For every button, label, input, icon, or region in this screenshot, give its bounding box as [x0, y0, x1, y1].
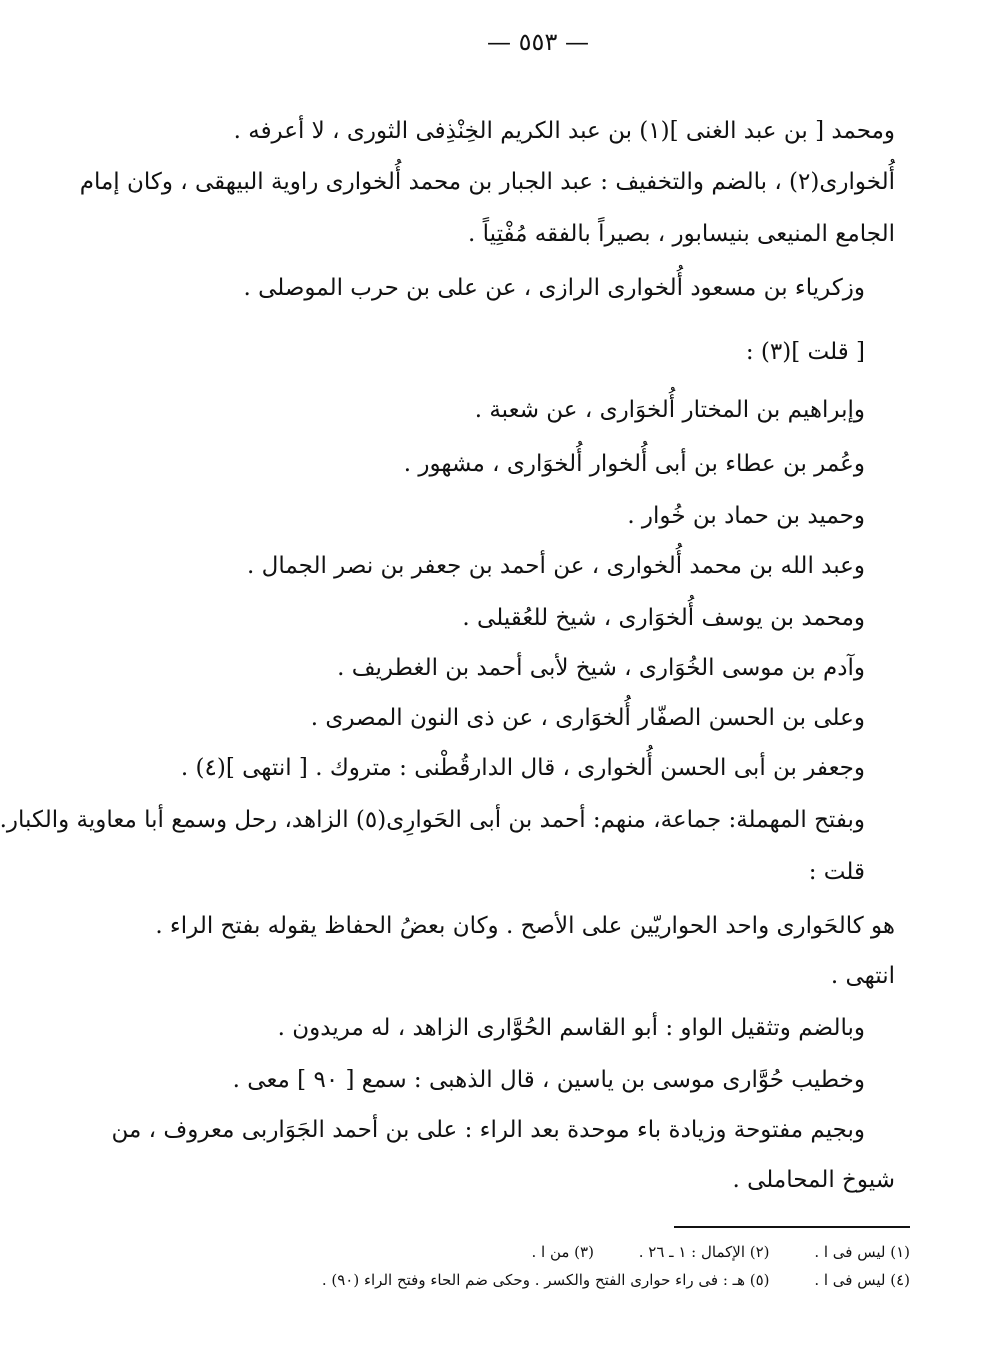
- footnote-row-1: [181, 1240, 910, 1264]
- text-line-19: وخطيب حُوَّارى موسى بن ياسين ، قال الذهبى : سمع [ ٩٠ ] معى .: [232, 1067, 865, 1093]
- text-line-12: وعلى بن الحسن الصفّار أُلخوَارى ، عن ذى النون المصرى .: [310, 705, 865, 731]
- footnote-1: (١) ليس فى ا .: [814, 1243, 910, 1261]
- page-number: — ٥٥٣ —: [487, 28, 589, 56]
- text-line-16: هو كالحَوارى واحد الحواريّين على الأصح . وكان بعضُ الحفاظ يقوله بفتح الراء .: [155, 913, 895, 939]
- text-line-14: وبفتح المهملة: جماعة، منهم: أحمد بن أبى الحَوارِى(٥) الزاهد، رحل وسمع أبا معاوية والكبار.: [0, 807, 865, 833]
- text-line-4: وزكرياء بن مسعود أُلخوارى الرازى ، عن على بن حرب الموصلى .: [243, 275, 865, 301]
- footnote-3: (٣) من ا .: [531, 1243, 594, 1261]
- text-line-13: وجعفر بن أبى الحسن أُلخوارى ، قال الدارقُطْنى : متروك . [ انتهى ](٤) .: [180, 755, 865, 781]
- text-line-7: وعُمر بن عطاء بن أبى أُلخوار أُلخوَارى ، مشهور .: [403, 451, 865, 477]
- text-line-5: [ قلت ](٣) :: [745, 339, 865, 365]
- text-line-11: وآدم بن موسى الخُوَارى ، شيخ لأبى أحمد بن الغطريف .: [337, 655, 865, 681]
- text-line-18: وبالضم وتثقيل الواو : أبو القاسم الحُوَّارى الزاهد ، له مريدون .: [277, 1015, 865, 1041]
- text-line-1: ومحمد [ بن عبد الغنى ](١) بن عبد الكريم الخِنْذِفى الثورى ، لا أعرفه .: [233, 118, 895, 144]
- footnote-4: (٤) ليس فى ا .: [814, 1271, 910, 1289]
- text-line-20: وبجيم مفتوحة وزيادة باء موحدة بعد الراء : على بن أحمد الجَوَاربى معروف ، من: [111, 1117, 865, 1143]
- text-line-10: ومحمد بن يوسف أُلخوَارى ، شيخ للعُقيلى .: [462, 605, 865, 631]
- text-line-21: شيوخ المحاملى .: [732, 1167, 895, 1193]
- text-line-2: أُلخوارى(٢) ، بالضم والتخفيف : عبد الجبار بن محمد أُلخوارى راوية البيهقى ، وكان إمام: [79, 169, 895, 195]
- text-line-3: الجامع المنيعى بنيسابور ، بصيراً بالفقه مُفْتِياً .: [468, 221, 895, 247]
- text-line-17: انتهى .: [830, 963, 895, 989]
- footnote-2: (٢) الإكمال : ١ ـ ٢٦ .: [638, 1243, 770, 1261]
- footnote-divider: [674, 1226, 910, 1228]
- text-line-15: قلت :: [808, 859, 865, 885]
- footnote-5: (٥) هـ : فى راء حوارى الفتح والكسر . وحكى ضم الحاء وفتح الراء (٩٠) .: [321, 1271, 770, 1289]
- text-line-9: وعبد الله بن محمد أُلخوارى ، عن أحمد بن جعفر بن نصر الجمال .: [246, 553, 865, 579]
- text-line-6: وإبراهيم بن المختار أُلخوَارى ، عن شعبة .: [474, 397, 865, 423]
- footnote-row-2: [181, 1268, 910, 1292]
- text-line-8: وحميد بن حماد بن خُوار .: [627, 503, 865, 529]
